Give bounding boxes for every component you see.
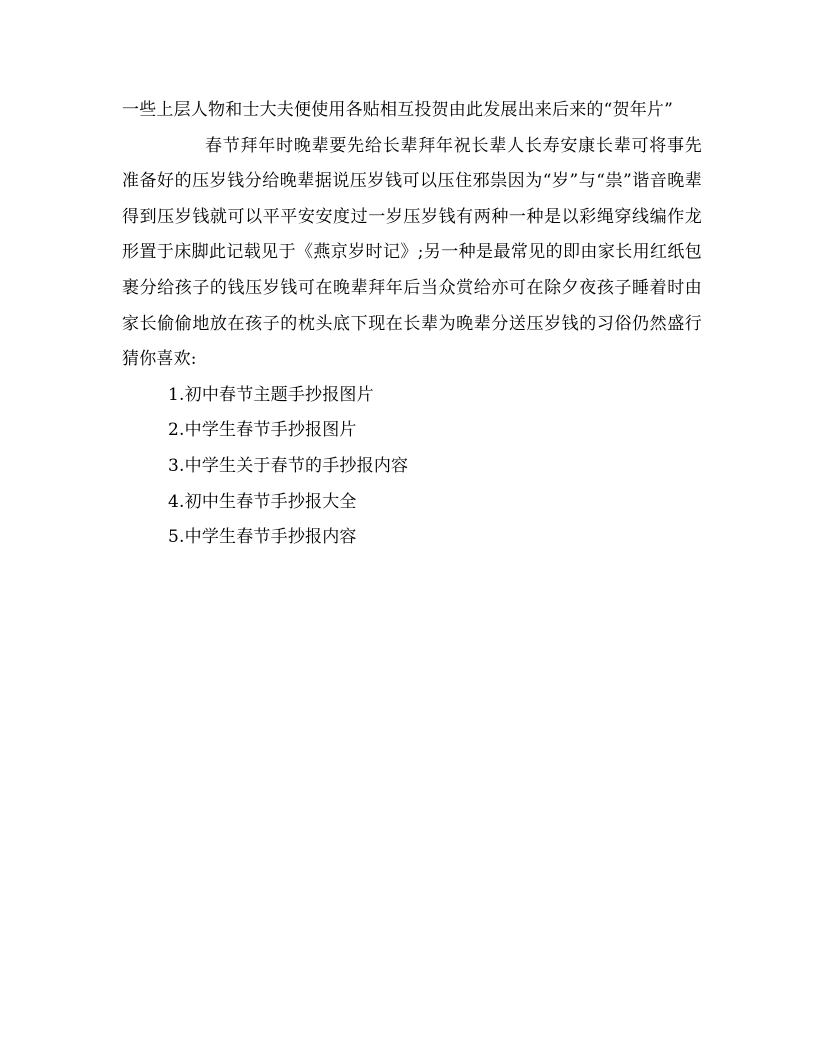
paragraph-greeting-cards: 一些上层人物和士大夫便使用各贴相互投贺由此发展出来后来的“贺年片” xyxy=(122,100,673,120)
related-article-link[interactable]: 1.初中春节主题手抄报图片 xyxy=(168,384,374,405)
related-article-link[interactable]: 5.中学生春节手抄报内容 xyxy=(168,527,357,548)
related-article-link[interactable]: 2.中学生春节手抄报图片 xyxy=(168,420,357,441)
document-body xyxy=(122,93,702,556)
related-articles-list xyxy=(122,378,702,556)
related-article-link[interactable]: 3.中学生关于春节的手抄报内容 xyxy=(168,455,409,476)
related-article-link[interactable]: 4.初中生春节手抄报大全 xyxy=(168,491,357,512)
paragraph-lucky-money: 春节拜年时晚辈要先给长辈拜年祝长辈人长寿安康长辈可将事先准备好的压岁钱分给晚辈据说压岁钱可以压住邪祟因为“岁”与“祟”谐音晚辈得到压岁钱就可以平平安安度过一岁压岁钱有两种一种是以彩绳穿线编作龙形置于床脚此记载见于《燕京岁时记》;另一种是最常见的即由家长用红纸包裹分给孩子的钱压岁钱可在晚辈拜年后当众赏给亦可在除夕夜孩子睡着时由家长偷偷地放在孩子的枕头底下现在长辈为晚辈分送压岁钱的习俗仍然盛行猜你喜欢: xyxy=(122,135,702,370)
